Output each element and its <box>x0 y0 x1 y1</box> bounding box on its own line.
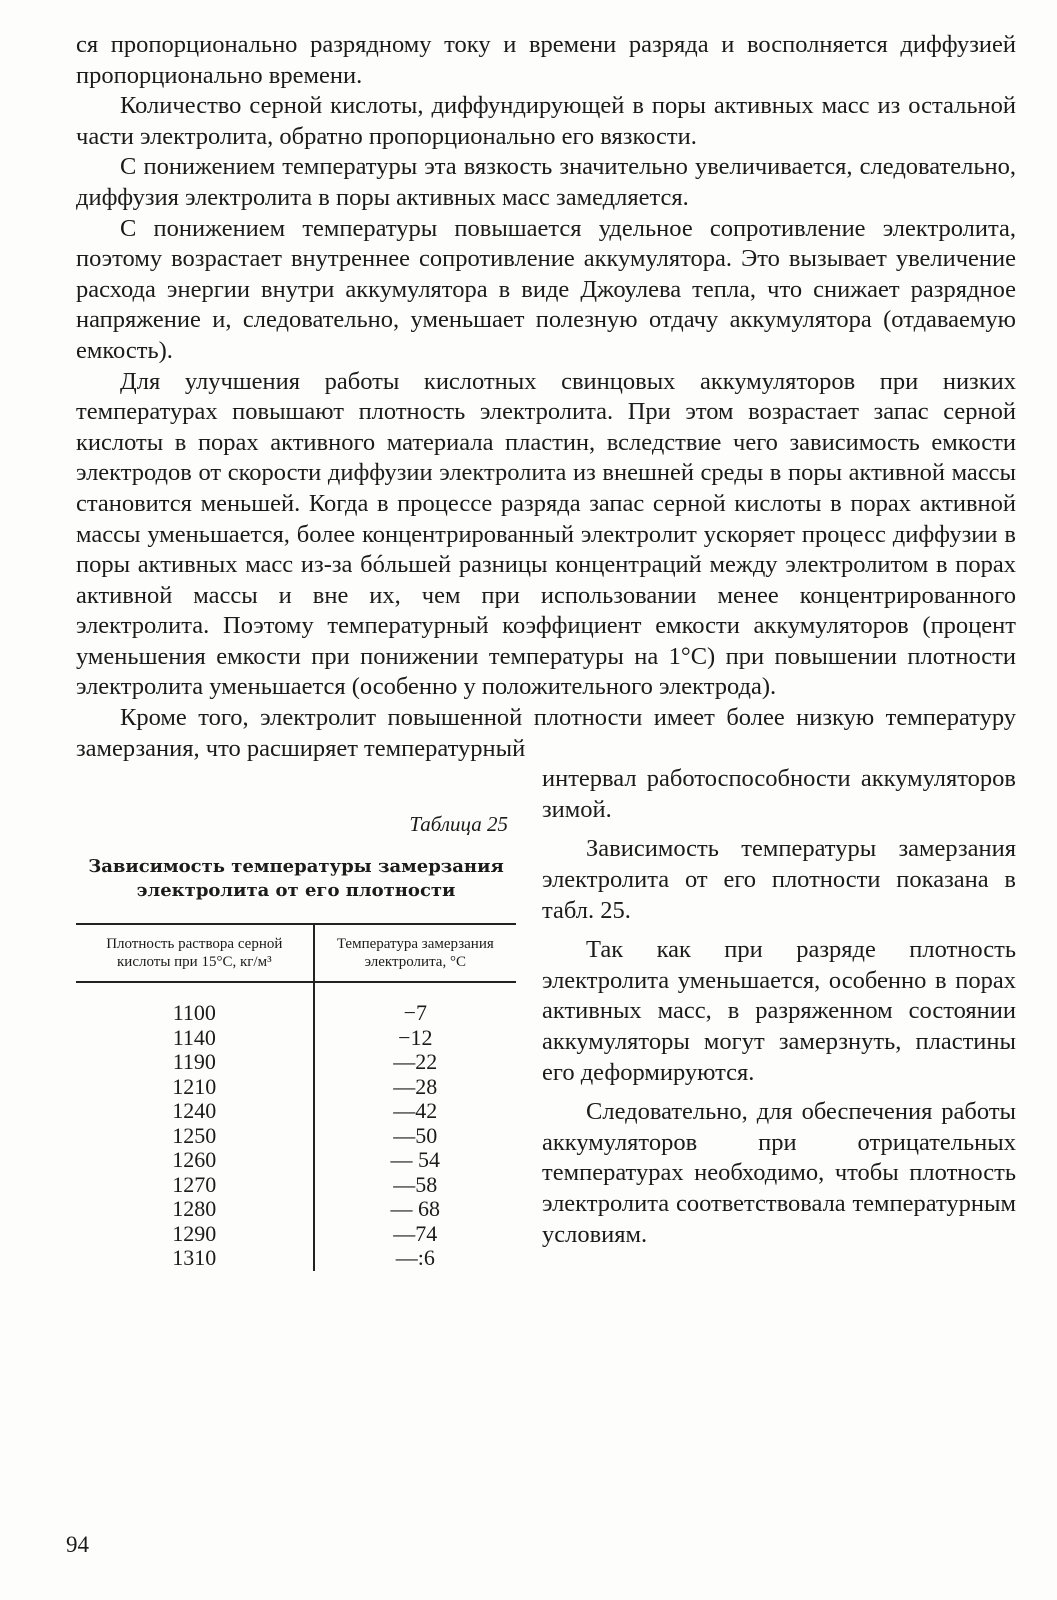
paragraph-density: Для улучшения работы кислотных свинцовых аккумуляторов при низких температурах повышают плотность электролита. При этом возрастает запас серной кислоты в порах активного материала пластин, вследствие чего зависимость емкости электродов от скорости диффузии электролита из внешней среды в поры активной массы становится меньшей. Когда в процессе разряда запас серной кислоты в порах активной массы уменьшается, более концентрированный электролит ускоряет процесс диффузии в поры активных масс из-за бóльшей разницы концентраций между электролитом в порах активной массы и вне их, чем при использовании менее концентрированного электролита. Поэтому температурный коэффициент емкости аккумуляторов (процент уменьшения емкости при понижении температуры на 1°С) при повышении плотности электролита уменьшается (особенно у положительного электрода). <box>76 367 1016 701</box>
column-header-temperature: Температура замерзания электролита, °С <box>314 924 516 982</box>
table-label: Таблица 25 <box>409 812 508 837</box>
density-cell: 1100 <box>172 1000 216 1026</box>
table-body <box>76 982 516 1271</box>
table-row <box>76 982 516 1026</box>
density-cell: 1210 <box>172 1073 217 1099</box>
temperature-cell: —58 <box>314 1173 516 1198</box>
temperature-cell: —28 <box>314 1075 516 1100</box>
paragraph-viscosity: С понижением температуры эта вязкость значительно увеличивается, следовательно, диффузия электролита в поры активных масс замедляется. <box>76 153 1016 211</box>
table-header-row <box>76 924 516 982</box>
temperature-cell: —:6 <box>314 1246 516 1271</box>
temperature-cell: —50 <box>314 1124 516 1149</box>
temperature-cell: —74 <box>314 1222 516 1247</box>
temperature-cell: — 68 <box>314 1197 516 1222</box>
table-row <box>76 1075 516 1100</box>
temperature-cell: −12 <box>314 1026 516 1051</box>
paragraph-sulfuric-acid-diffusion: Количество серной кислоты, диффундирующей в поры активных масс из остальной части электролита, обратно пропорционально его вязкости. <box>76 92 1016 150</box>
density-cell: 1240 <box>172 1098 217 1124</box>
right-text-column <box>542 764 1016 1271</box>
paragraph-table-reference: Зависимость температуры замерзания электролита от его плотности показана в табл. 25. <box>542 835 1016 924</box>
table-row <box>76 1148 516 1173</box>
paragraph-continuation: ся пропорционально разрядному току и времени разряда и восполняется диффузией пропорционально времени. <box>76 31 1016 89</box>
page-number: 94 <box>66 1532 89 1557</box>
table-row <box>76 1246 516 1271</box>
density-cell: 1310 <box>172 1245 217 1271</box>
page-body <box>76 30 1016 1271</box>
density-cell: 1290 <box>172 1220 217 1246</box>
table-title: Зависимость температуры замерзания электролита от его плотности <box>88 856 504 902</box>
table-row <box>76 1050 516 1075</box>
density-cell: 1250 <box>172 1122 217 1148</box>
table-row <box>76 1197 516 1222</box>
paragraph-winter-interval: интервал работоспособности аккумуляторов зимой. <box>542 765 1016 823</box>
density-cell: 1190 <box>172 1049 216 1075</box>
table-row <box>76 1099 516 1124</box>
table-row <box>76 1173 516 1198</box>
table-block <box>76 764 516 1271</box>
freezing-table <box>76 923 516 1271</box>
paragraph-discharge-freeze: Так как при разряде плотность электролита уменьшается, особенно в порах активных масс, в разряженном состоянии аккумуляторы могут замерзнуть, пластины его деформируются. <box>542 936 1016 1086</box>
density-cell: 1280 <box>172 1196 217 1222</box>
table-row <box>76 1222 516 1247</box>
temperature-cell: — 54 <box>314 1148 516 1173</box>
temperature-cell: −7 <box>314 982 516 1026</box>
temperature-cell: —42 <box>314 1099 516 1124</box>
temperature-cell: —22 <box>314 1050 516 1075</box>
table-row <box>76 1026 516 1051</box>
two-column-section <box>76 764 1016 1271</box>
paragraph-freezing-intro: Кроме того, электролит повышенной плотности имеет более низкую температуру замерзания, что расширяет температурный <box>76 704 1016 762</box>
density-cell: 1140 <box>172 1024 216 1050</box>
column-header-density: Плотность раствора серной кислоты при 15°С, кг/м³ <box>106 936 283 971</box>
paragraph-conclusion: Следовательно, для обеспечения работы аккумуляторов при отрицательных температурах необходимо, чтобы плотность электролита соответствовала температурным условиям. <box>542 1098 1016 1248</box>
density-cell: 1260 <box>172 1147 217 1173</box>
table-row <box>76 1124 516 1149</box>
paragraph-resistance: С понижением температуры повышается удельное сопротивление электролита, поэтому возрастает внутреннее сопротивление аккумулятора. Это вызывает увеличение расхода энергии внутри аккумулятора в виде Джоулева тепла, что снижает разрядное напряжение и, следовательно, уменьшает полезную отдачу аккумулятора (отдаваемую емкость). <box>76 214 1016 364</box>
density-cell: 1270 <box>172 1171 217 1197</box>
